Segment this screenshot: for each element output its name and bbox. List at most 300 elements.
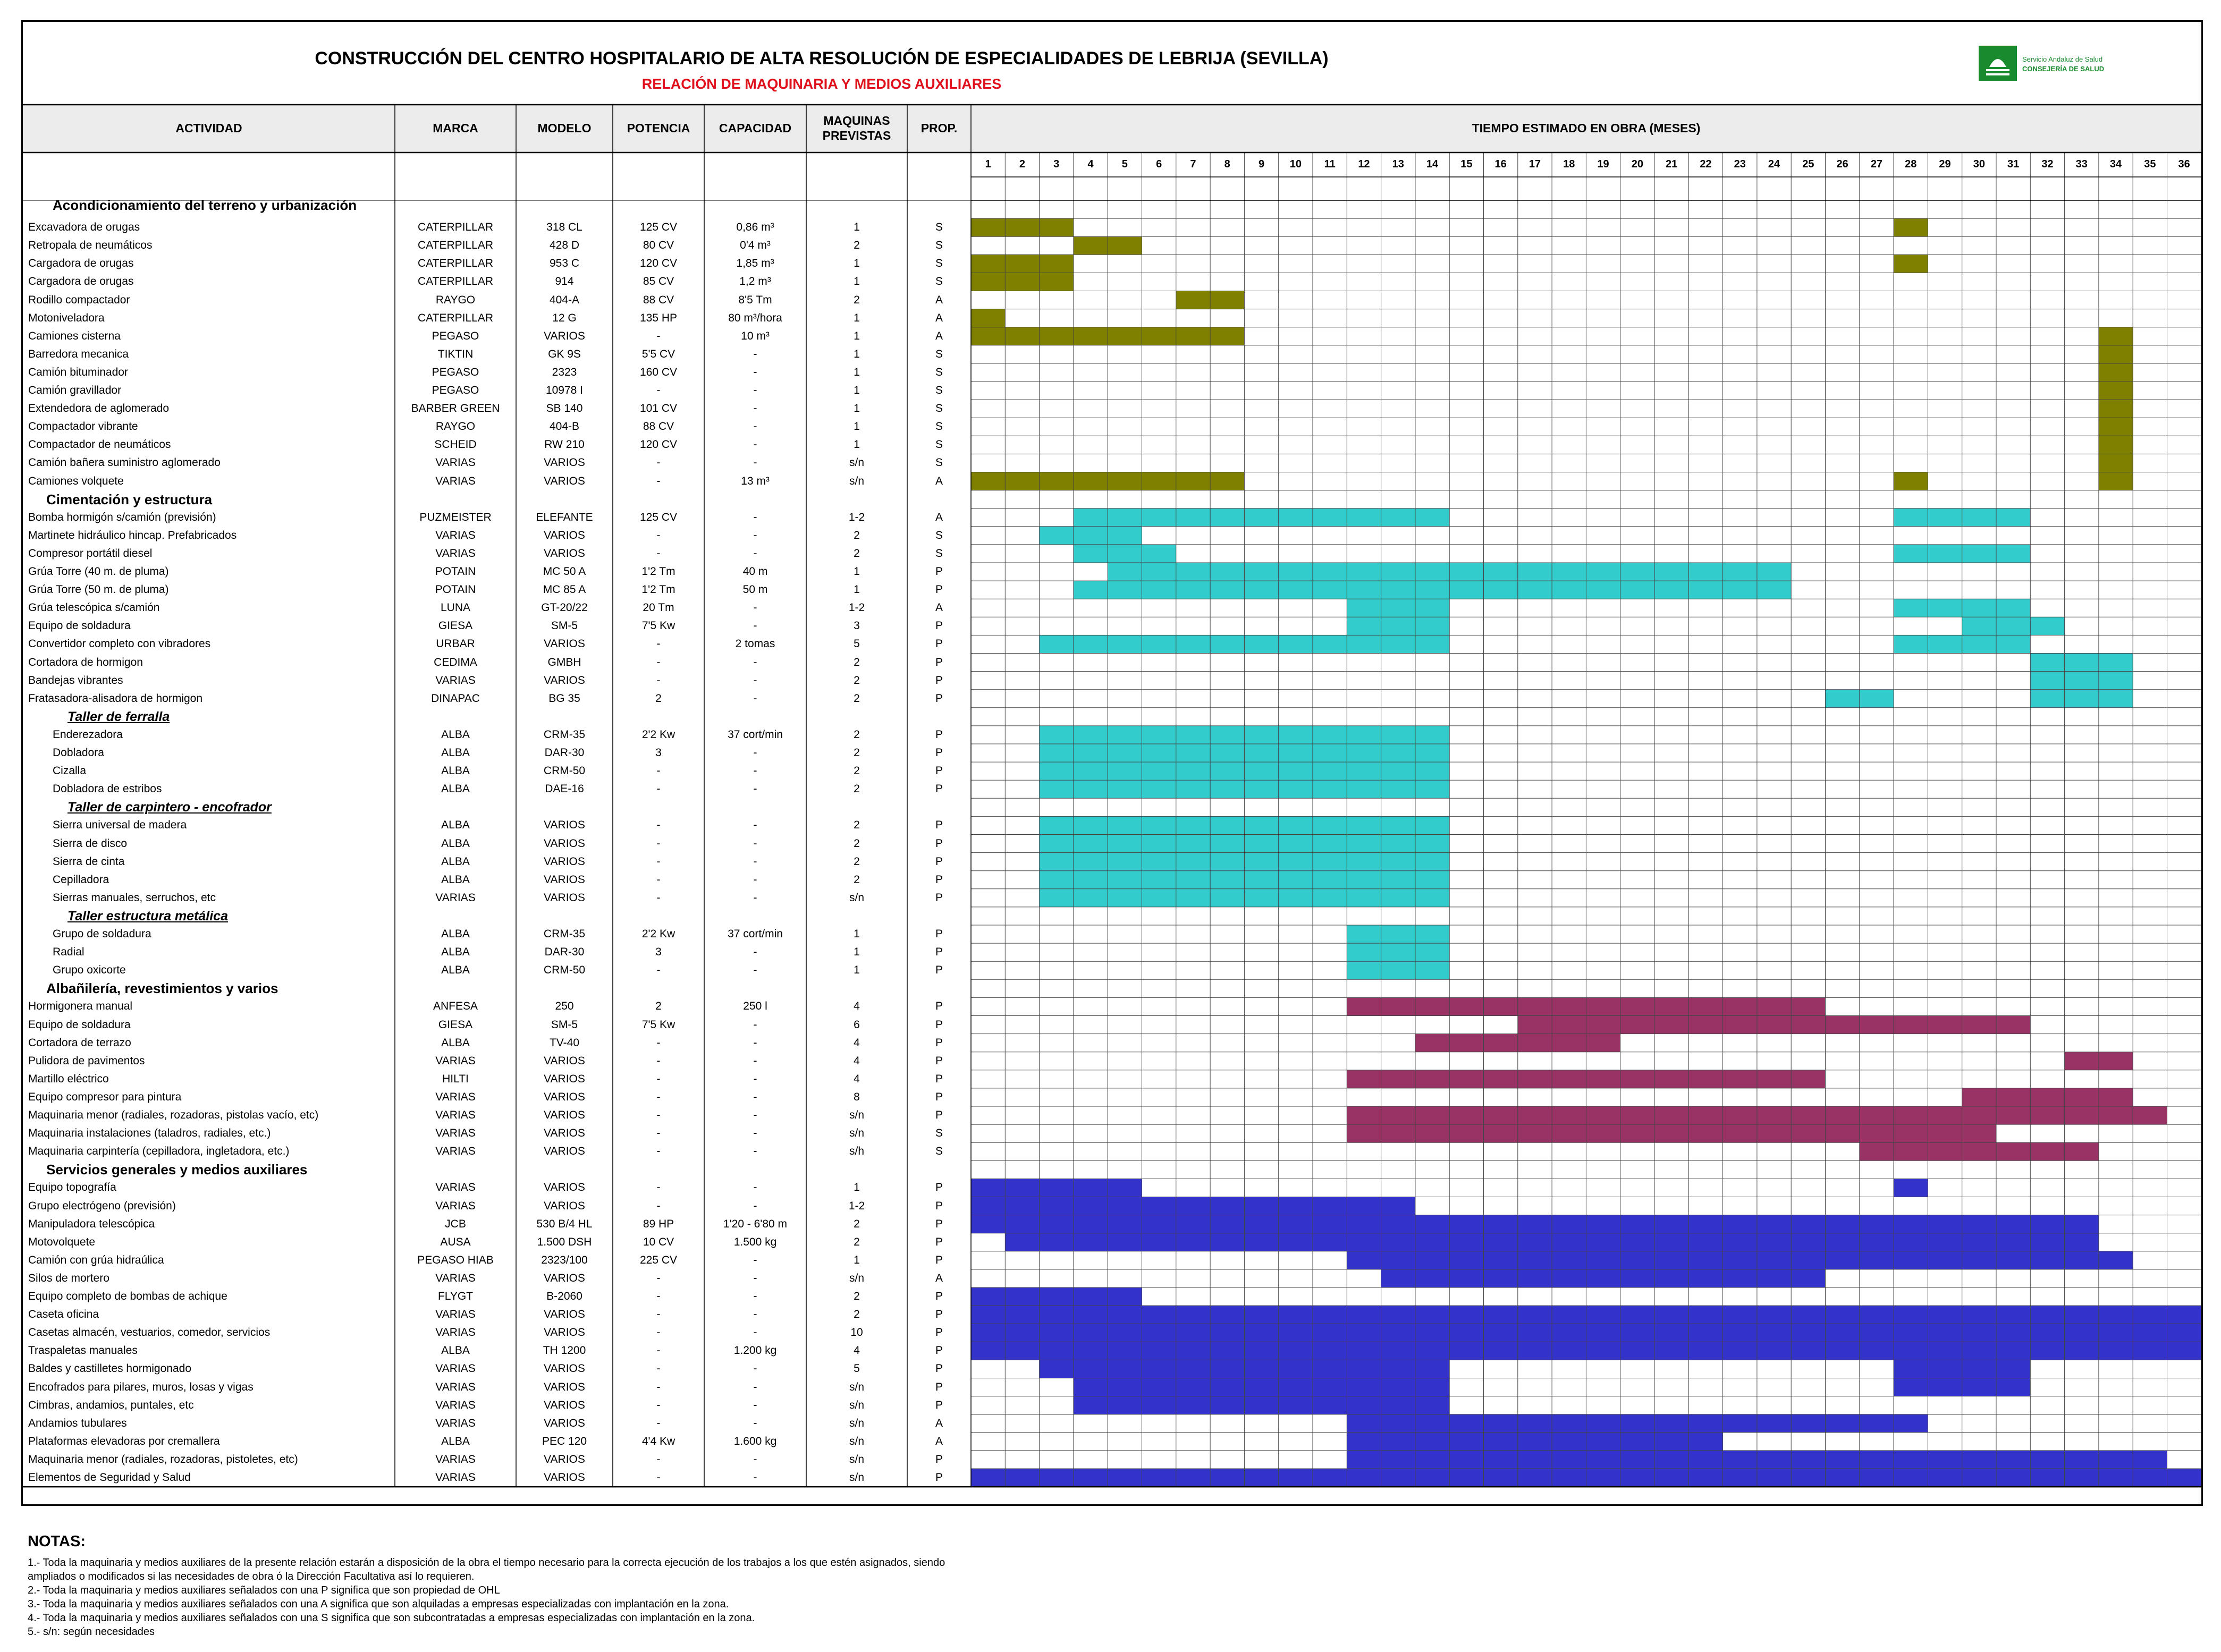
gantt-cell bbox=[1688, 1016, 1722, 1034]
gantt-cell bbox=[1484, 997, 1518, 1015]
cell-capacidad: - bbox=[753, 1308, 757, 1321]
gantt-cell bbox=[1518, 1215, 1552, 1233]
cell-actividad: Traspaletas manuales bbox=[28, 1344, 138, 1357]
gantt-cell bbox=[1381, 1233, 1415, 1251]
gantt-cell bbox=[1688, 563, 1722, 581]
gantt-cell bbox=[1552, 581, 1586, 599]
cell-maquinas: s/n bbox=[849, 1127, 864, 1140]
gantt-cell bbox=[1449, 1233, 1483, 1251]
gantt-cell bbox=[1791, 1469, 1825, 1487]
gantt-cell bbox=[1313, 744, 1347, 762]
cell-modelo: VARIOS bbox=[544, 819, 585, 832]
gantt-cell bbox=[1415, 1378, 1449, 1396]
gantt-cell bbox=[1620, 1251, 1654, 1269]
gantt-cell bbox=[1347, 780, 1381, 798]
gantt-cell bbox=[1142, 509, 1176, 527]
gantt-cell bbox=[1757, 1306, 1791, 1324]
cell-prop: P bbox=[935, 819, 943, 832]
gantt-cell bbox=[1347, 635, 1381, 653]
gantt-cell bbox=[1279, 1469, 1313, 1487]
gantt-cell bbox=[1962, 1342, 1996, 1360]
cell-modelo: VARIOS bbox=[544, 1362, 585, 1375]
gantt-cell bbox=[1552, 1469, 1586, 1487]
gantt-cell bbox=[1313, 1378, 1347, 1396]
gantt-cell bbox=[1313, 780, 1347, 798]
gantt-cell bbox=[1415, 726, 1449, 744]
gantt-cell bbox=[1688, 1215, 1722, 1233]
cell-modelo: VARIOS bbox=[544, 1054, 585, 1067]
cell-maquinas: 2 bbox=[854, 293, 860, 306]
cell-maquinas: s/n bbox=[849, 1109, 864, 1121]
cell-modelo: VARIOS bbox=[544, 1109, 585, 1121]
gantt-cell bbox=[1962, 599, 1996, 617]
cell-potencia: - bbox=[656, 1090, 661, 1103]
gantt-cell bbox=[1415, 871, 1449, 889]
gantt-cell bbox=[1518, 1269, 1552, 1287]
cell-marca: VARIAS bbox=[435, 1399, 476, 1411]
gantt-cell bbox=[1381, 889, 1415, 907]
gantt-cell bbox=[1484, 1342, 1518, 1360]
cell-prop: P bbox=[935, 1453, 943, 1465]
cell-marca: VARIAS bbox=[435, 1326, 476, 1339]
gantt-cell bbox=[1074, 1215, 1108, 1233]
cell-actividad: Cortadora de hormigon bbox=[28, 656, 143, 668]
gantt-cell bbox=[1279, 1215, 1313, 1233]
cell-prop: S bbox=[935, 438, 943, 451]
gantt-cell bbox=[1347, 943, 1381, 961]
gantt-cell bbox=[1484, 1233, 1518, 1251]
gantt-cell bbox=[1005, 1233, 1039, 1251]
gantt-cell bbox=[1347, 1451, 1381, 1469]
cell-capacidad: - bbox=[753, 747, 757, 759]
cell-marca: ALBA bbox=[441, 946, 470, 959]
month-28: 28 bbox=[1905, 158, 1917, 170]
gantt-cell bbox=[1210, 1324, 1244, 1342]
gantt-cell bbox=[1415, 925, 1449, 943]
cell-modelo: TV-40 bbox=[549, 1036, 580, 1049]
cell-potencia: - bbox=[656, 1127, 661, 1140]
cell-maquinas: 1 bbox=[854, 420, 860, 433]
cell-modelo: MC 85 A bbox=[543, 583, 586, 596]
gantt-cell bbox=[1244, 509, 1278, 527]
cell-capacidad: - bbox=[753, 1471, 757, 1484]
gantt-cell bbox=[1654, 1324, 1688, 1342]
gantt-cell bbox=[1757, 1070, 1791, 1088]
gantt-cell bbox=[1381, 1396, 1415, 1414]
gantt-cell bbox=[1928, 1469, 1962, 1487]
gantt-cell bbox=[1449, 997, 1483, 1015]
cell-capacidad: - bbox=[753, 1253, 757, 1266]
gantt-cell bbox=[1757, 1251, 1791, 1269]
gantt-cell bbox=[1688, 1469, 1722, 1487]
gantt-cell bbox=[1074, 236, 1108, 255]
cell-actividad: Caseta oficina bbox=[28, 1308, 99, 1321]
cell-modelo: ELEFANTE bbox=[536, 511, 593, 523]
cell-actividad: Sierra de disco bbox=[53, 837, 128, 850]
gantt-cell bbox=[1620, 1324, 1654, 1342]
gantt-cell bbox=[1757, 1215, 1791, 1233]
cell-maquinas: 1 bbox=[854, 1181, 860, 1194]
gantt-cell bbox=[1791, 1251, 1825, 1269]
gantt-cell bbox=[1108, 889, 1142, 907]
cell-capacidad: 37 cort/min bbox=[728, 728, 783, 741]
gantt-cell bbox=[1347, 1215, 1381, 1233]
gantt-cell bbox=[1176, 581, 1210, 599]
gantt-cell bbox=[1723, 1070, 1757, 1088]
gantt-cell bbox=[1757, 1342, 1791, 1360]
gantt-cell bbox=[1620, 581, 1654, 599]
cell-potencia: 7'5 Kw bbox=[641, 1018, 675, 1031]
gantt-cell bbox=[1176, 509, 1210, 527]
gantt-cell bbox=[1210, 1378, 1244, 1396]
gantt-cell bbox=[1381, 835, 1415, 853]
gantt-cell bbox=[1142, 581, 1176, 599]
gantt-cell bbox=[1176, 1233, 1210, 1251]
gantt-cell bbox=[1040, 273, 1074, 291]
cell-prop: P bbox=[935, 1072, 943, 1085]
gantt-cell bbox=[1176, 853, 1210, 871]
gantt-cell bbox=[1552, 997, 1586, 1015]
gantt-cell bbox=[1210, 816, 1244, 834]
gantt-cell bbox=[1826, 1342, 1860, 1360]
cell-modelo: 404-A bbox=[549, 293, 580, 306]
gantt-cell bbox=[1244, 1233, 1278, 1251]
gantt-cell bbox=[971, 1197, 1005, 1215]
gantt-cell bbox=[1040, 255, 1074, 273]
cell-actividad: Rodillo compactador bbox=[28, 293, 130, 306]
cell-prop: A bbox=[935, 1435, 943, 1447]
cell-capacidad: 2 tomas bbox=[735, 638, 775, 650]
cell-modelo: CRM-50 bbox=[543, 964, 586, 977]
cell-maquinas: 1 bbox=[854, 348, 860, 360]
cell-modelo: VARIOS bbox=[544, 1199, 585, 1212]
cell-modelo: 10978 I bbox=[545, 384, 584, 396]
gantt-cell bbox=[1176, 635, 1210, 653]
cell-actividad: Cimbras, andamios, puntales, etc bbox=[28, 1399, 194, 1411]
gantt-cell bbox=[1279, 1197, 1313, 1215]
cell-maquinas: 2 bbox=[854, 692, 860, 705]
gantt-cell bbox=[1484, 1414, 1518, 1433]
gantt-cell bbox=[1791, 1070, 1825, 1088]
gantt-cell bbox=[1279, 816, 1313, 834]
gantt-cell bbox=[1005, 218, 1039, 236]
gantt-cell bbox=[2065, 1306, 2099, 1324]
gantt-cell bbox=[1415, 617, 1449, 635]
gantt-cell bbox=[1894, 1251, 1928, 1269]
gantt-cell bbox=[1415, 635, 1449, 653]
gantt-cell bbox=[1928, 1251, 1962, 1269]
cell-potencia: - bbox=[656, 529, 661, 541]
cell-prop: P bbox=[935, 1000, 943, 1013]
cell-actividad: Barredora mecanica bbox=[28, 348, 129, 360]
cell-actividad: Elementos de Seguridad y Salud bbox=[28, 1471, 191, 1484]
cell-modelo: VARIOS bbox=[544, 1181, 585, 1194]
cell-capacidad: - bbox=[753, 855, 757, 868]
cell-prop: P bbox=[935, 1399, 943, 1411]
gantt-cell bbox=[1142, 816, 1176, 834]
gantt-cell bbox=[1860, 690, 1894, 708]
cell-actividad: Compactador de neumáticos bbox=[28, 438, 171, 451]
gantt-cell bbox=[2065, 1052, 2099, 1070]
gantt-cell bbox=[1826, 1251, 1860, 1269]
gantt-cell bbox=[1860, 1342, 1894, 1360]
gantt-cell bbox=[1791, 1342, 1825, 1360]
gantt-cell bbox=[1654, 563, 1688, 581]
gantt-cell bbox=[1996, 1469, 2030, 1487]
month-2: 2 bbox=[1019, 158, 1025, 170]
gantt-cell bbox=[1415, 744, 1449, 762]
gantt-cell bbox=[1586, 1469, 1620, 1487]
gantt-cell bbox=[1894, 599, 1928, 617]
gantt-cell bbox=[1518, 1106, 1552, 1124]
gantt-cell bbox=[1313, 871, 1347, 889]
gantt-cell bbox=[1723, 563, 1757, 581]
gantt-cell bbox=[1074, 527, 1108, 545]
gantt-cell bbox=[1108, 581, 1142, 599]
gantt-cell bbox=[1928, 509, 1962, 527]
gantt-cell bbox=[1244, 563, 1278, 581]
gantt-cell bbox=[1860, 1106, 1894, 1124]
cell-potencia: - bbox=[656, 765, 661, 777]
cell-prop: P bbox=[935, 1471, 943, 1484]
gantt-cell bbox=[1723, 1469, 1757, 1487]
cell-capacidad: - bbox=[753, 420, 757, 433]
gantt-cell bbox=[1996, 1251, 2030, 1269]
cell-potencia: - bbox=[656, 656, 661, 668]
gantt-cell bbox=[1415, 1233, 1449, 1251]
gantt-cell bbox=[1347, 1070, 1381, 1088]
gantt-cell bbox=[1074, 545, 1108, 563]
gantt-cell bbox=[2030, 1142, 2064, 1160]
cell-potencia: - bbox=[656, 638, 661, 650]
gantt-cell bbox=[1005, 1306, 1039, 1324]
cell-actividad: Enderezadora bbox=[53, 728, 123, 741]
gantt-cell bbox=[1279, 871, 1313, 889]
cell-capacidad: 1.200 kg bbox=[733, 1344, 777, 1357]
gantt-cell bbox=[1791, 1324, 1825, 1342]
gantt-cell bbox=[1176, 1324, 1210, 1342]
gantt-cell bbox=[1791, 1106, 1825, 1124]
cell-marca: VARIAS bbox=[435, 547, 476, 560]
cell-marca: CATERPILLAR bbox=[418, 239, 493, 252]
cell-prop: P bbox=[935, 638, 943, 650]
cell-maquinas: 1 bbox=[854, 384, 860, 396]
cell-potencia: - bbox=[656, 873, 661, 886]
month-14: 14 bbox=[1426, 158, 1439, 170]
gantt-cell bbox=[1620, 1124, 1654, 1142]
cell-potencia: - bbox=[656, 891, 661, 904]
gantt-cell bbox=[1074, 726, 1108, 744]
cell-potencia: - bbox=[656, 384, 661, 396]
gantt-cell bbox=[1996, 1378, 2030, 1396]
gantt-cell bbox=[971, 472, 1005, 490]
cell-maquinas: 1 bbox=[854, 583, 860, 596]
gantt-cell bbox=[2065, 672, 2099, 690]
cell-modelo: RW 210 bbox=[544, 438, 585, 451]
gantt-cell bbox=[2099, 1052, 2133, 1070]
gantt-cell bbox=[1518, 1433, 1552, 1451]
gantt-cell bbox=[971, 1179, 1005, 1197]
gantt-cell bbox=[1381, 961, 1415, 979]
gantt-cell bbox=[1210, 563, 1244, 581]
gantt-cell bbox=[1040, 1342, 1074, 1360]
cell-prop: P bbox=[935, 620, 943, 632]
cell-actividad: Grupo electrógeno (previsión) bbox=[28, 1199, 176, 1212]
cell-potencia: 5'5 CV bbox=[641, 348, 675, 360]
gantt-cell bbox=[1142, 327, 1176, 345]
cell-modelo: DAR-30 bbox=[544, 747, 585, 759]
cell-marca: VARIAS bbox=[435, 674, 476, 687]
cell-potencia: 2'2 Kw bbox=[641, 728, 675, 741]
cell-prop: P bbox=[935, 837, 943, 850]
gantt-cell bbox=[1688, 1414, 1722, 1433]
gantt-cell bbox=[1210, 762, 1244, 780]
gantt-cell bbox=[1347, 1124, 1381, 1142]
cell-potencia: 2'2 Kw bbox=[641, 928, 675, 940]
gantt-cell bbox=[1688, 1324, 1722, 1342]
month-22: 22 bbox=[1700, 158, 1712, 170]
gantt-cell bbox=[1928, 1215, 1962, 1233]
gantt-cell bbox=[1347, 1306, 1381, 1324]
gantt-cell bbox=[2099, 1324, 2133, 1342]
month-34: 34 bbox=[2109, 158, 2122, 170]
gantt-cell bbox=[1347, 581, 1381, 599]
gantt-cell bbox=[1313, 762, 1347, 780]
cell-marca: ALBA bbox=[441, 855, 470, 868]
gantt-cell bbox=[1962, 1016, 1996, 1034]
gantt-cell bbox=[1654, 1251, 1688, 1269]
gantt-cell bbox=[2030, 1342, 2064, 1360]
cell-maquinas: 2 bbox=[854, 656, 860, 668]
gantt-cell bbox=[1860, 1414, 1894, 1433]
cell-capacidad: - bbox=[753, 1145, 757, 1158]
gantt-cell bbox=[1860, 1251, 1894, 1269]
gantt-cell bbox=[1074, 472, 1108, 490]
gantt-cell bbox=[1108, 236, 1142, 255]
gantt-cell bbox=[1005, 1215, 1039, 1233]
gantt-cell bbox=[1142, 853, 1176, 871]
cell-capacidad: - bbox=[753, 1018, 757, 1031]
cell-capacidad: 37 cort/min bbox=[728, 928, 783, 940]
cell-marca: LUNA bbox=[440, 602, 471, 614]
gantt-cell bbox=[1176, 563, 1210, 581]
gantt-cell bbox=[1176, 472, 1210, 490]
cell-marca: ALBA bbox=[441, 964, 470, 977]
gantt-cell bbox=[1826, 1106, 1860, 1124]
cell-capacidad: 1,85 m³ bbox=[736, 257, 774, 270]
gantt-cell bbox=[1142, 563, 1176, 581]
gantt-cell bbox=[1962, 1088, 1996, 1106]
cell-maquinas: s/n bbox=[849, 1399, 864, 1411]
cell-marca: ALBA bbox=[441, 1344, 470, 1357]
gantt-cell bbox=[1142, 1360, 1176, 1378]
gantt-cell bbox=[2030, 654, 2064, 672]
cell-prop: A bbox=[935, 293, 943, 306]
gantt-cell bbox=[1108, 871, 1142, 889]
month-11: 11 bbox=[1324, 158, 1336, 170]
cell-marca: VARIAS bbox=[435, 1109, 476, 1121]
cell-modelo: 2323 bbox=[552, 366, 577, 378]
cell-marca: ALBA bbox=[441, 928, 470, 940]
cell-prop: P bbox=[935, 1235, 943, 1248]
gantt-cell bbox=[1279, 1324, 1313, 1342]
cell-maquinas: s/n bbox=[849, 1272, 864, 1284]
gantt-cell bbox=[1415, 961, 1449, 979]
gantt-cell bbox=[1313, 853, 1347, 871]
cell-prop: P bbox=[935, 1109, 943, 1121]
gantt-cell bbox=[1484, 1451, 1518, 1469]
gantt-cell bbox=[1074, 762, 1108, 780]
cell-actividad: Cargadora de orugas bbox=[28, 257, 134, 270]
gantt-cell bbox=[2030, 672, 2064, 690]
cell-maquinas: 4 bbox=[854, 1344, 860, 1357]
gantt-cell bbox=[1894, 1233, 1928, 1251]
gantt-cell bbox=[1415, 563, 1449, 581]
gantt-cell bbox=[2099, 382, 2133, 400]
cell-potencia: - bbox=[656, 855, 661, 868]
gantt-cell bbox=[1415, 1469, 1449, 1487]
gantt-cell bbox=[1586, 563, 1620, 581]
cell-actividad: Casetas almacén, vestuarios, comedor, servicios bbox=[28, 1326, 271, 1339]
cell-prop: P bbox=[935, 1036, 943, 1049]
gantt-cell bbox=[1381, 780, 1415, 798]
cell-marca: CATERPILLAR bbox=[418, 221, 493, 234]
cell-potencia: - bbox=[656, 837, 661, 850]
cell-potencia: 3 bbox=[655, 747, 662, 759]
logo-line-1: Servicio Andaluz de Salud bbox=[2022, 55, 2103, 63]
gantt-cell bbox=[1757, 1469, 1791, 1487]
gantt-cell bbox=[2030, 617, 2064, 635]
gantt-cell bbox=[1449, 1106, 1483, 1124]
gantt-cell bbox=[971, 255, 1005, 273]
gantt-cell bbox=[1654, 1469, 1688, 1487]
gantt-cell bbox=[1347, 1342, 1381, 1360]
gantt-cell bbox=[1347, 889, 1381, 907]
gantt-cell bbox=[1723, 997, 1757, 1015]
gantt-cell bbox=[1518, 1070, 1552, 1088]
cell-maquinas: 4 bbox=[854, 1054, 860, 1067]
gantt-cell bbox=[1415, 943, 1449, 961]
gantt-cell bbox=[2065, 1142, 2099, 1160]
gantt-cell bbox=[1005, 1287, 1039, 1306]
cell-capacidad: - bbox=[753, 946, 757, 959]
cell-maquinas: 2 bbox=[854, 783, 860, 795]
month-5: 5 bbox=[1121, 158, 1128, 170]
gantt-cell bbox=[2133, 1306, 2167, 1324]
gantt-cell bbox=[1381, 1124, 1415, 1142]
gantt-cell bbox=[1244, 1324, 1278, 1342]
gantt-cell bbox=[1347, 617, 1381, 635]
cell-marca: CATERPILLAR bbox=[418, 257, 493, 270]
month-10: 10 bbox=[1289, 158, 1302, 170]
gantt-cell bbox=[1552, 1106, 1586, 1124]
cell-capacidad: - bbox=[753, 511, 757, 523]
gantt-cell bbox=[1210, 853, 1244, 871]
cell-maquinas: 5 bbox=[854, 1362, 860, 1375]
gantt-cell bbox=[1723, 581, 1757, 599]
gantt-cell bbox=[1620, 1469, 1654, 1487]
cell-prop: S bbox=[935, 239, 943, 252]
gantt-cell bbox=[1654, 1414, 1688, 1433]
cell-marca: PEGASO bbox=[432, 366, 479, 378]
gantt-cell bbox=[1313, 1396, 1347, 1414]
gantt-cell bbox=[1415, 780, 1449, 798]
gantt-cell bbox=[1040, 744, 1074, 762]
gantt-cell bbox=[1928, 1451, 1962, 1469]
gantt-cell bbox=[1962, 545, 1996, 563]
gantt-cell bbox=[1996, 1342, 2030, 1360]
cell-capacidad: 1'20 - 6'80 m bbox=[723, 1217, 788, 1230]
